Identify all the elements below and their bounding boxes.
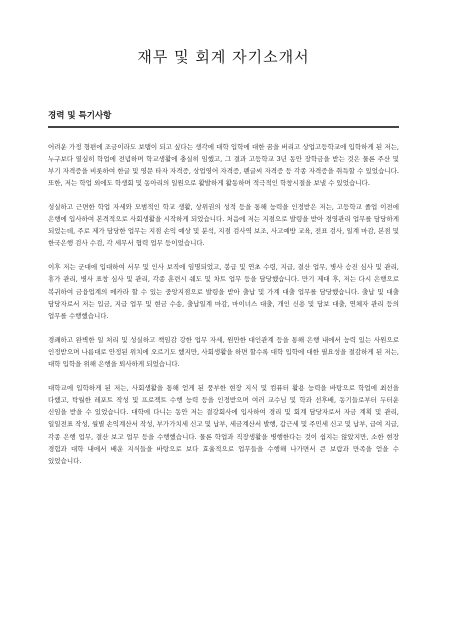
paragraph: 이후 저는 군대에 입대하여 서무 및 인사 보직에 임명되었고, 봉급 및 연초 수령, 지급, 결산 업무, 병사 승진 심사 및 관리, 휴가 관리, 병사 표창 심사 및 관리, 각종 훈련시 쉐도 및 차트 업무 등을 담당했습니다. 만기 제대 후, 저는 다시 은행으로 복귀하여 금융업계의 메카라 할 수 있는 중앙지점으로 발령을 받아 출납 및 가계 대출 업무를 담당했습니다. 출납 및 대출 담당자로서 저는 입금, 지급 업무 및 현금 수송, 출납일계 마감, 마이너스 대출, 개인 신용 및 담보 대출, 연체자 관리 등의 업무를 수행했습니다.: [48, 263, 399, 320]
paragraph: 경쾌하고 완벽한 일 처리 및 성실하고 책임감 강한 업무 자세, 원만한 대인관계 등을 통해 은행 내에서 능력 있는 사원으로 인정받으며 나름대로 안정된 위치에 오르기도 했지만, 사회생활을 하면 할수록 대학 입학에 대한 필요성을 절감하게 된 저는, 대학 입학을 위해 은행을 퇴사하게 되었습니다.: [48, 335, 399, 369]
document-title: 재무 및 회계 자기소개서: [137, 48, 310, 66]
paragraph: 어려운 가정 형편에 조금이라도 보탬이 되고 싶다는 생각에 대학 입학에 대한 꿈을 버리고 상업고등학교에 입학하게 된 저는, 누구보다 열심히 학업에 전념하며 학교생활에 충실히 임했고, 그 결과 고등학교 3년 동안 장학금을 받는 것은 물론 주산 및 부기 자격증을 비롯하여 한글 및 영문 타자 자격증, 상업영어 자격증, 펜글씨 자격증 등 각종 자격증을 취득할 수 있었습니다. 또한, 저는 학업 외에도 학생회 및 동아리의 일원으로 활발하게 활동하며 적극적인 학창시절을 보낼 수 있었습니다.: [48, 142, 399, 188]
paragraph: 성실하고 근면한 학업 자세와 모범적인 학교 생활, 상위권의 성적 등을 통해 능력을 인정받은 저는, 고등학교 졸업 이전에 은행에 입사하여 본격적으로 사회생활을 시작하게 되었습니다. 처음에 저는 지점으로 발령을 받아 경영관리 업무를 담당하게 되었는데, 주로 제가 담당한 업무는 지점 손익 예상 및 분석, 지점 검사역 보조, 사고예방 교육, 전표 검사, 일계 마감, 본점 및 한국은행 검사 수검, 각 세무서 협력 업무 등이었습니다.: [48, 202, 399, 248]
section-body: [48, 141, 399, 468]
section-divider: [48, 126, 399, 128]
section-heading: 경력 및 특기사항: [48, 111, 112, 121]
paragraph: 대학교에 입학하게 된 저는, 사회생활을 통해 얻게 된 풍부한 현장 지식 및 컴퓨터 활용 능력을 바탕으로 학업에 최선을 다했고, 탁월한 레포트 작성 및 프로젝트 수행 능력 등을 인정받으며 여러 교수님 및 학과 선후배, 동기들로부터 두터운 신임을 받을 수 있었습니다. 대학에 다니는 동안 저는 결강회사에 입사하여 경리 및 회계 담당자로서 자금 계획 및 관리, 일일전표 작성, 월별 손익계산서 작성, 부가가치세 신고 및 납부, 세금계산서 발행, 갑근세 및 주민세 신고 및 납부, 급여 지급, 각종 은행 업무, 결산 보고 업무 등을 수행했습니다. 물론 학업과 직장생활을 병행한다는 것이 쉽지는 않았지만, 소한 현장 경험과 대학 내에서 배운 지식들을 바탕으로 보다 효율적으로 업무들을 수행해 나가면서 큰 보람과 만족을 얻을 수 있었습니다.: [48, 383, 399, 465]
